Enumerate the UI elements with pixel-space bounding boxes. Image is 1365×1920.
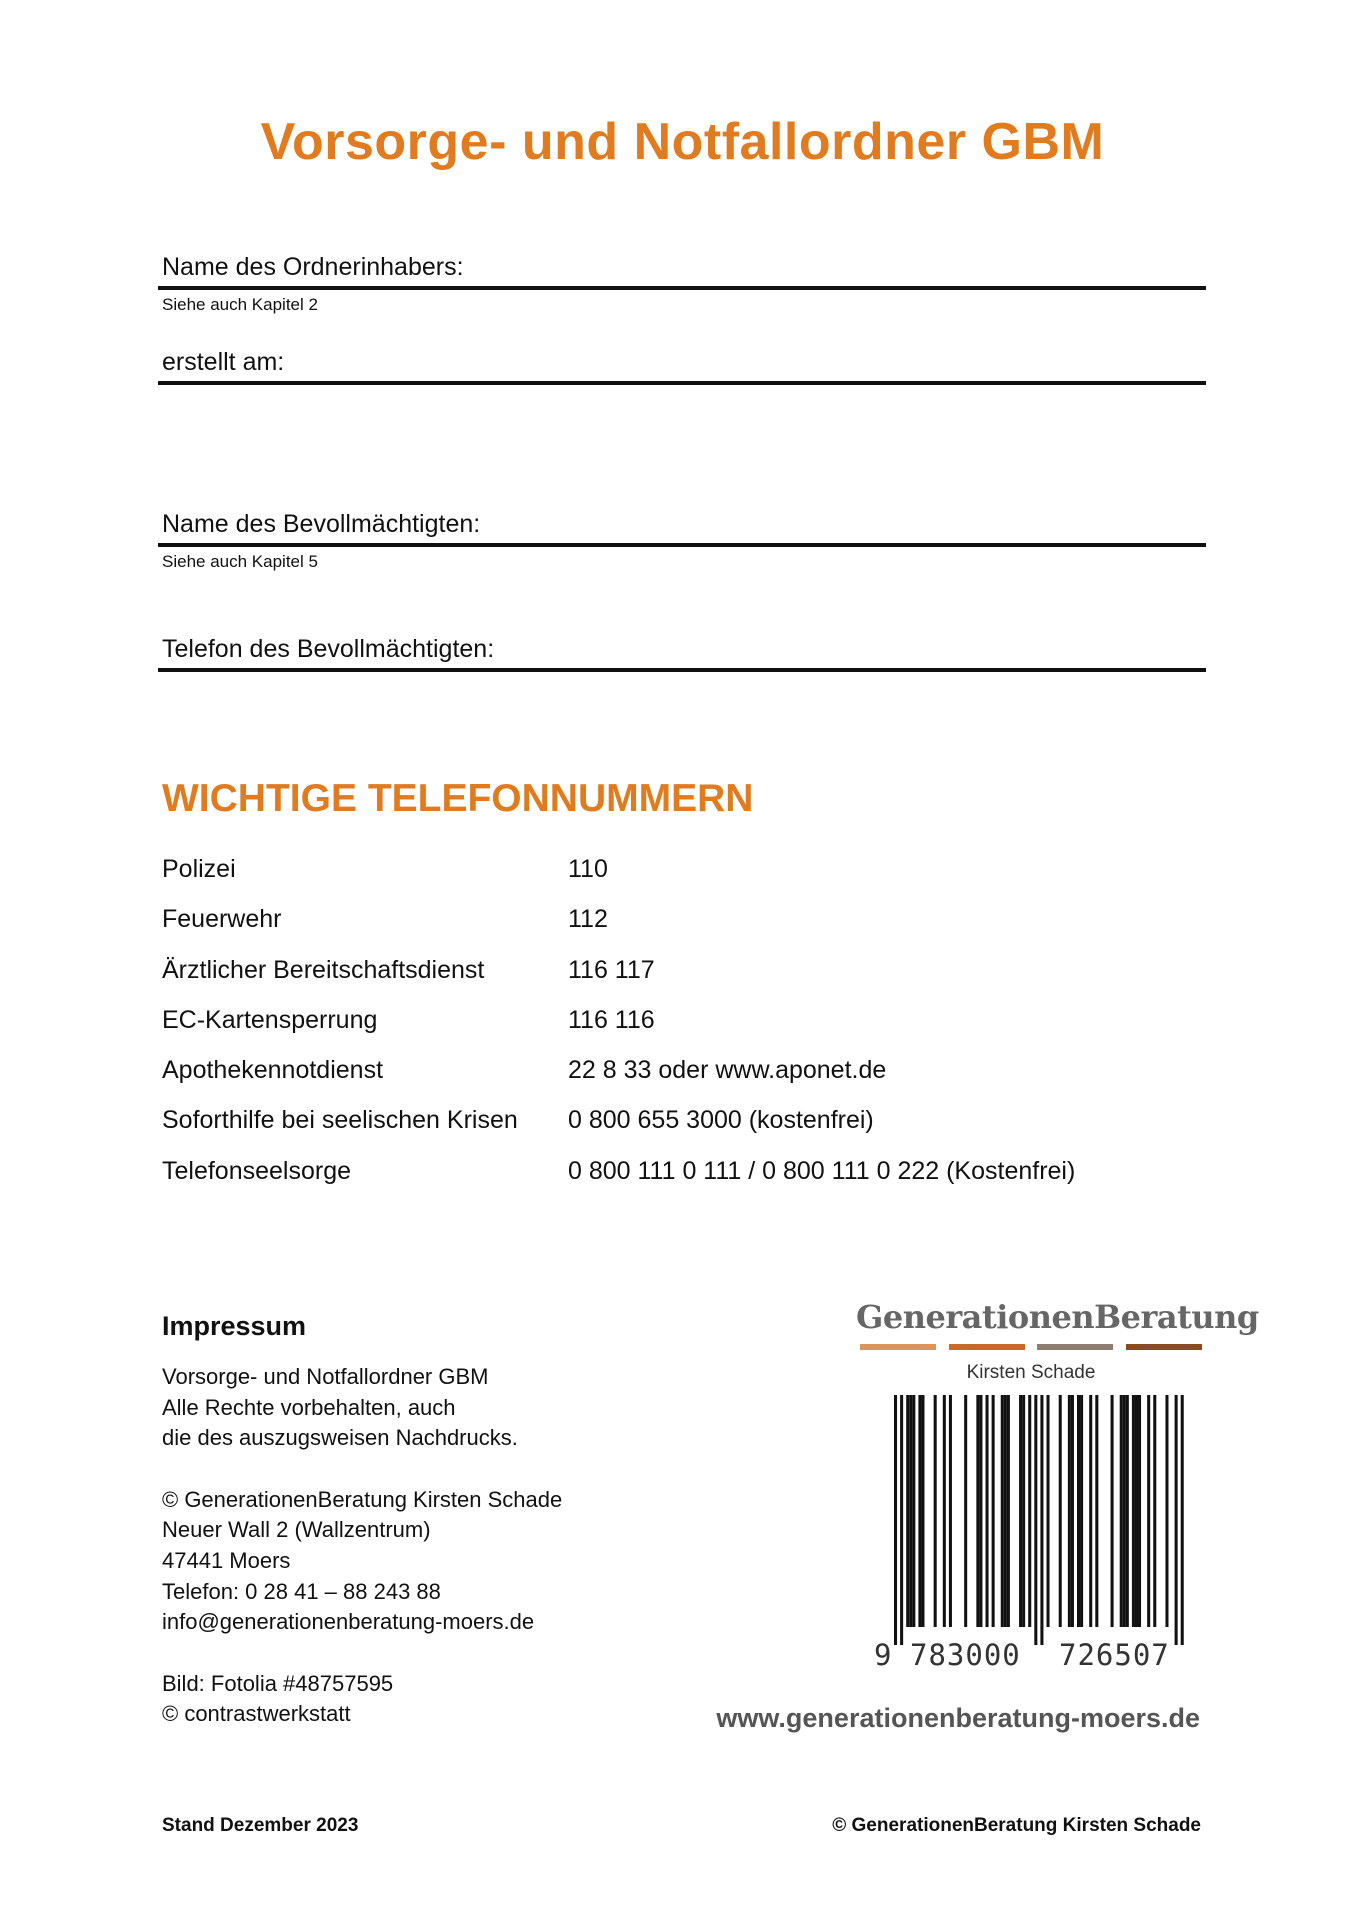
barcode-digits bbox=[872, 1638, 1202, 1670]
barcode-bar bbox=[1077, 1395, 1080, 1627]
barcode-bar bbox=[1132, 1395, 1135, 1627]
proxy-name-field[interactable] bbox=[158, 509, 1206, 572]
phone-row-apothekennotdienst bbox=[162, 1055, 1162, 1105]
created-date-field[interactable] bbox=[158, 347, 1206, 385]
phone-section-heading: WICHTIGE TELEFONNUMMERN bbox=[162, 777, 754, 820]
barcode-bar bbox=[906, 1395, 909, 1627]
impressum-email[interactable]: info@generationenberatung-moers.de bbox=[162, 1609, 535, 1635]
barcode-bar bbox=[921, 1395, 924, 1627]
phone-name: Polizei bbox=[162, 855, 236, 883]
phone-row-soforthilfe bbox=[162, 1105, 1162, 1155]
barcode-guard-bar bbox=[1181, 1395, 1184, 1645]
barcode-bar bbox=[1111, 1395, 1114, 1627]
barcode-bar bbox=[1004, 1395, 1007, 1627]
barcode-bar bbox=[949, 1395, 952, 1627]
impressum-line: Vorsorge- und Notfallordner GBM bbox=[162, 1364, 489, 1389]
proxy-name-label: Name des Bevollmächtigten: bbox=[162, 510, 481, 538]
barcode-bar bbox=[992, 1395, 995, 1627]
phone-row-feuerwehr bbox=[162, 904, 1162, 954]
barcode-bar bbox=[1126, 1395, 1129, 1627]
barcode-bar bbox=[1138, 1395, 1141, 1627]
phone-number: 22 8 33 oder www.aponet.de bbox=[568, 1056, 887, 1085]
barcode-bar bbox=[1123, 1395, 1126, 1627]
barcode-bar bbox=[976, 1395, 979, 1627]
phone-number: 110 bbox=[568, 855, 608, 883]
logo-bar bbox=[860, 1344, 936, 1350]
barcode-guard-bar bbox=[900, 1395, 903, 1645]
barcode-guard-bar bbox=[1175, 1395, 1178, 1645]
phone-number: 116 116 bbox=[568, 1005, 655, 1034]
barcode-bar bbox=[979, 1395, 982, 1627]
proxy-name-line bbox=[158, 543, 1206, 547]
logo-brand: GenerationenBeratung bbox=[856, 1298, 1259, 1336]
barcode-bar bbox=[1153, 1395, 1156, 1627]
barcode-guard-bar bbox=[894, 1395, 897, 1645]
barcode-bar bbox=[909, 1395, 912, 1627]
footer-date: Stand Dezember 2023 bbox=[162, 1815, 359, 1836]
impressum-line: Alle Rechte vorbehalten, auch bbox=[162, 1394, 456, 1420]
barcode-bar bbox=[1071, 1395, 1074, 1627]
phone-row-telefonseelsorge bbox=[162, 1156, 1162, 1206]
barcode-bar bbox=[964, 1395, 967, 1627]
proxy-phone-line bbox=[158, 668, 1206, 672]
barcode-bar bbox=[1019, 1395, 1022, 1627]
owner-name-label: Name des Ordnerinhabers: bbox=[162, 253, 464, 281]
phone-name: Soforthilfe bei seelischen Krisen bbox=[162, 1106, 518, 1135]
barcode-bar bbox=[1001, 1395, 1004, 1627]
barcode-guard-bar bbox=[1034, 1395, 1037, 1645]
barcode-bar bbox=[1147, 1395, 1150, 1627]
barcode-bar bbox=[912, 1395, 915, 1627]
barcode-digit-group-1: 783000 bbox=[910, 1638, 1021, 1672]
owner-name-hint: Siehe auch Kapitel 2 bbox=[162, 295, 318, 314]
impressum-line: Neuer Wall 2 (Wallzentrum) bbox=[162, 1517, 431, 1543]
isbn-barcode bbox=[872, 1395, 1202, 1671]
impressum-line: Bild: Fotolia #48757595 bbox=[162, 1670, 394, 1696]
barcode-bar bbox=[986, 1395, 989, 1627]
barcode-bar bbox=[1095, 1395, 1098, 1627]
logo-bar bbox=[1126, 1344, 1202, 1350]
barcode-bar bbox=[934, 1395, 937, 1627]
barcode-guard-bar bbox=[1040, 1395, 1043, 1645]
created-date-line bbox=[158, 381, 1206, 385]
barcode-bar bbox=[1080, 1395, 1083, 1627]
impressum-line: die des auszugsweisen Nachdrucks. bbox=[162, 1425, 518, 1451]
barcode-bar bbox=[1022, 1395, 1025, 1627]
impressum-section bbox=[162, 1310, 682, 1730]
phone-row-kartensperrung bbox=[162, 1005, 1162, 1055]
phone-row-polizei bbox=[162, 854, 1162, 904]
proxy-phone-label: Telefon des Bevollmächtigten: bbox=[162, 635, 495, 663]
phone-row-bereitschaftsdienst bbox=[162, 955, 1162, 1005]
phone-name: Apothekennotdienst bbox=[162, 1056, 384, 1085]
footer-copyright: © GenerationenBeratung Kirsten Schade bbox=[832, 1815, 1201, 1836]
barcode-bar bbox=[918, 1395, 921, 1627]
phone-number: 116 117 bbox=[568, 955, 655, 984]
impressum-line: Telefon: 0 28 41 – 88 243 88 bbox=[162, 1578, 441, 1604]
company-logo bbox=[856, 1298, 1259, 1384]
phone-list bbox=[162, 854, 1162, 1206]
phone-name: EC-Kartensperrung bbox=[162, 1005, 378, 1034]
barcode-bar bbox=[1028, 1395, 1031, 1627]
proxy-name-hint: Siehe auch Kapitel 5 bbox=[162, 552, 318, 571]
barcode-bar bbox=[1068, 1395, 1071, 1627]
owner-name-field[interactable] bbox=[158, 252, 1206, 315]
barcode-bar bbox=[1135, 1395, 1138, 1627]
logo-color-bars bbox=[856, 1344, 1206, 1350]
impressum-heading: Impressum bbox=[162, 1311, 307, 1341]
phone-name: Ärztlicher Bereitschaftsdienst bbox=[162, 955, 485, 984]
barcode-bar bbox=[1059, 1395, 1062, 1627]
phone-number: 0 800 655 3000 (kostenfrei) bbox=[568, 1106, 874, 1135]
barcode-bar bbox=[943, 1395, 946, 1627]
phone-number: 0 800 111 0 111 / 0 800 111 0 222 (Kostenfrei) bbox=[568, 1156, 1076, 1185]
created-date-label: erstellt am: bbox=[162, 348, 285, 376]
page-title: Vorsorge- und Notfallordner GBM bbox=[260, 113, 1105, 171]
phone-name: Feuerwehr bbox=[162, 905, 282, 934]
website-link[interactable]: www.generationenberatung-moers.de bbox=[716, 1703, 1200, 1733]
phone-number: 112 bbox=[568, 905, 608, 934]
barcode-bars bbox=[872, 1395, 1202, 1645]
impressum-line: 47441 Moers bbox=[162, 1547, 291, 1573]
barcode-digit-first: 9 bbox=[874, 1638, 892, 1672]
impressum-line: © GenerationenBeratung Kirsten Schade bbox=[162, 1486, 563, 1512]
impressum-line: © contrastwerkstatt bbox=[162, 1701, 351, 1727]
barcode-bar bbox=[1047, 1395, 1050, 1627]
phone-name: Telefonseelsorge bbox=[162, 1156, 352, 1185]
logo-subtitle: Kirsten Schade bbox=[966, 1362, 1096, 1383]
logo-bar bbox=[949, 1344, 1025, 1350]
logo-bar bbox=[1037, 1344, 1113, 1350]
barcode-bar bbox=[1120, 1395, 1123, 1627]
barcode-bar bbox=[1165, 1395, 1168, 1627]
barcode-bar bbox=[1089, 1395, 1092, 1627]
barcode-digit-group-2: 726507 bbox=[1059, 1638, 1170, 1672]
barcode-bar bbox=[1007, 1395, 1010, 1627]
proxy-phone-field[interactable] bbox=[158, 634, 1206, 672]
owner-name-line bbox=[158, 286, 1206, 290]
